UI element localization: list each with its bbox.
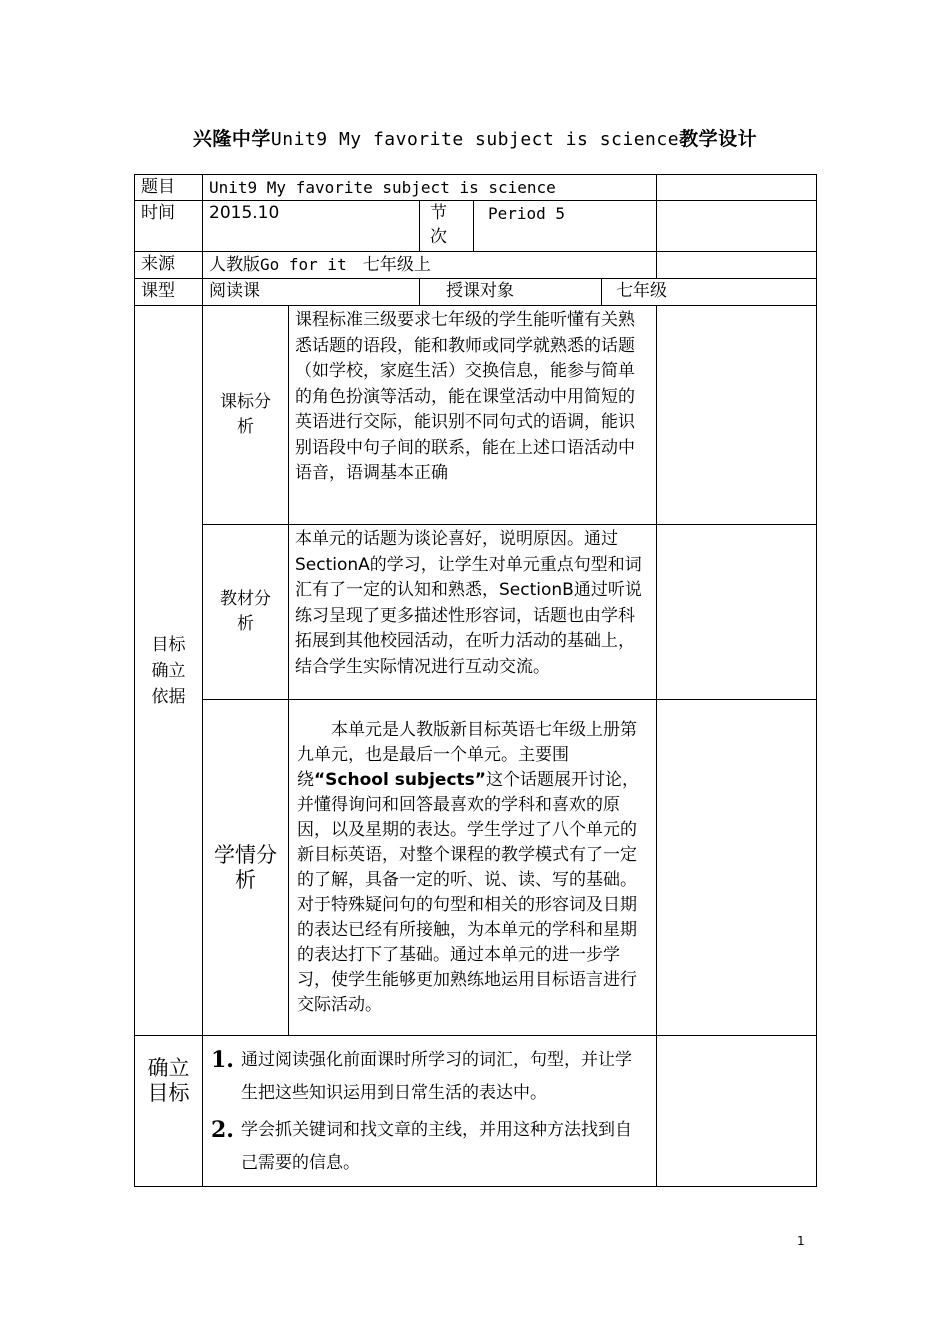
row-time: [135, 201, 817, 252]
period-label: [420, 201, 474, 252]
learner-label: 学情分析: [214, 842, 277, 892]
audience-label: 授课对象: [420, 279, 602, 306]
learner-text-c: 这个话题展开讨论，并懂得询问和回答最喜欢的学科和喜欢的原因，以及星期的表达。学生学过了八个单元的新目标英语，对整个课程的教学模式有了一定的了解，具备一定的听、说、读、写的基础。对于特殊疑问句的句型和相关的形容词及日期的表达已经有所接触，为本单元的学科和星期的表达打下了基础。通过本单元的进一步学习，使学生能够更加熟练地运用目标语言进行交际活动。: [297, 770, 639, 1015]
period-label-text: 节次: [430, 203, 447, 247]
row-goals: [135, 1036, 817, 1187]
textbook-label-cell: [203, 525, 289, 700]
curriculum-text: 课程标准三级要求七年级的学生能听懂有关熟悉话题的语段，能和教师或同学就熟悉的话题（如学校，家庭生活）交换信息，能参与简单的角色扮演等活动，能在课堂活动中用简短的英语进行交际，能识别不同句式的语调，能识别语段中句子间的联系，能在上述口语活动中语音，语调基本正确: [289, 306, 657, 525]
basis-label-cell: [135, 306, 203, 1036]
row-curriculum: [135, 306, 817, 525]
time-value: 2015.10: [203, 201, 420, 252]
goal-1-text: 通过阅读强化前面课时所学习的词汇，句型，并让学生把这些知识运用到日常生活的表达中。: [241, 1050, 632, 1103]
curriculum-extra: [657, 306, 817, 525]
textbook-extra: [657, 525, 817, 700]
goal-2-number: 2.: [211, 1117, 234, 1143]
learner-label-cell: [203, 700, 289, 1036]
goals-extra: [657, 1036, 817, 1187]
title-school: 兴隆中学: [192, 128, 271, 150]
time-label: 时间: [135, 201, 203, 252]
document-title: [0, 124, 950, 151]
learner-extra: [657, 700, 817, 1036]
source-cn: 人教版: [209, 255, 260, 275]
period-value: Period 5: [474, 201, 657, 252]
goal-item-1: [211, 1044, 648, 1110]
row-topic: [135, 175, 817, 201]
audience-value: 七年级: [602, 279, 817, 306]
textbook-text: 本单元的话题为谈论喜好，说明原因。通过SectionA的学习，让学生对单元重点句型和词汇有了一定的认知和熟悉，SectionB通过听说练习呈现了更多描述性形容词，话题也由学科拓展到其他校园活动，在听力活动的基础上，结合学生实际情况进行互动交流。: [289, 525, 657, 700]
row-type: [135, 279, 817, 306]
curriculum-label: 课标分析: [220, 392, 271, 437]
source-grade: 七年级上: [362, 255, 431, 275]
title-suffix: 教学设计: [679, 128, 758, 150]
goal-item-2: [211, 1114, 648, 1180]
row-learner: [135, 700, 817, 1036]
learner-text: [289, 700, 657, 1036]
goals-label: 确立目标: [147, 1056, 190, 1105]
source-label: 来源: [135, 252, 203, 279]
title-unit: Unit9 My favorite subject is science: [270, 129, 680, 150]
goal-2-text: 学会抓关键词和找文章的主线，并用这种方法找到自己需要的信息。: [241, 1120, 632, 1173]
type-label: 课型: [135, 279, 203, 306]
topic-extra: [657, 175, 817, 201]
type-value: 阅读课: [203, 279, 420, 306]
topic-label: 题目: [135, 175, 203, 201]
lesson-plan-table: [134, 174, 817, 1187]
learner-text-a: 本单元是人教版新目标英语七年级上册第九单元，也是最后一个单元。主要围绕: [297, 720, 637, 790]
goals-list: [203, 1036, 657, 1187]
time-extra: [657, 201, 817, 252]
curriculum-label-cell: [203, 306, 289, 525]
basis-label: 目标确立依据: [151, 634, 186, 707]
goals-label-cell: [135, 1036, 203, 1187]
source-value: [203, 252, 657, 279]
textbook-label: 教材分析: [220, 589, 271, 634]
topic-value: Unit9 My favorite subject is science: [203, 175, 657, 201]
goal-1-number: 1.: [211, 1047, 234, 1073]
row-textbook: [135, 525, 817, 700]
source-en: Go for it: [260, 255, 347, 274]
learner-text-quote: “School subjects”: [314, 770, 486, 790]
row-source: [135, 252, 817, 279]
page-number: 1: [797, 1234, 805, 1248]
source-extra: [657, 252, 817, 279]
